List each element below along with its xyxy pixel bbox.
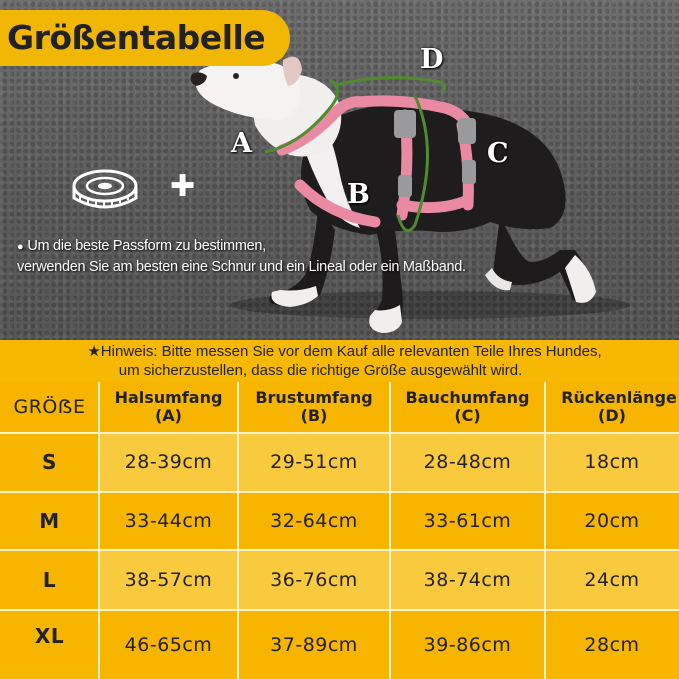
- measuring-tape-icon: [72, 168, 138, 216]
- grid-line: [237, 382, 239, 679]
- measuring-tip: [17, 236, 466, 277]
- size-table: [0, 382, 679, 679]
- bullet-icon: ●: [17, 241, 24, 253]
- tip-line-2: verwenden Sie am besten eine Schnur und ein Lineal oder ein Maßband.: [17, 259, 466, 275]
- row-l-belly: 38-74cm: [390, 550, 545, 610]
- notice-line-1: ★Hinweis: Bitte messen Sie vor dem Kauf alle relevanten Teile Ihres Hundes,: [87, 343, 602, 360]
- row-xl-neck: 46-65cm: [99, 610, 238, 679]
- header-neck-sub: (A): [154, 406, 182, 425]
- grid-line: [0, 491, 679, 493]
- row-l-neck: 38-57cm: [99, 550, 238, 610]
- page-title: Größentabelle: [7, 18, 266, 57]
- row-l-chest: 36-76cm: [238, 550, 390, 610]
- header-belly-sub: (C): [454, 406, 481, 425]
- plus-icon: ✚: [170, 169, 196, 204]
- header-chest-sub: (B): [300, 406, 328, 425]
- header-belly-label: Bauchumfang: [405, 388, 530, 407]
- measure-label-d: D: [420, 44, 444, 75]
- row-xl-size: XL: [0, 610, 99, 668]
- header-back-label: Rückenlänge: [561, 388, 677, 407]
- header-neck: [99, 382, 238, 432]
- row-l-back: 24cm: [545, 550, 679, 610]
- row-m-back: 20cm: [545, 492, 679, 550]
- row-xl-belly: 39-86cm: [390, 610, 545, 679]
- measurement-notice: [0, 342, 679, 380]
- measure-label-c: C: [487, 138, 509, 169]
- measure-label-a: A: [231, 128, 252, 159]
- notice-line-2: um sicherzustellen, dass die richtige Größe ausgewählt wird.: [118, 362, 523, 379]
- row-xl-back: 28cm: [545, 610, 679, 679]
- header-size-label: GRÖẞE: [13, 396, 86, 418]
- grid-line: [544, 382, 546, 679]
- header-belly: [390, 382, 545, 432]
- grid-line: [98, 382, 100, 679]
- header-back-sub: (D): [598, 406, 626, 425]
- row-m-size: M: [0, 492, 99, 550]
- tip-line-1: Um die beste Passform zu bestimmen,: [27, 238, 266, 254]
- measure-label-b: B: [347, 179, 370, 210]
- row-s-neck: 28-39cm: [99, 432, 238, 492]
- header-size: [0, 382, 99, 432]
- header-chest-label: Brustumfang: [255, 388, 373, 407]
- grid-line: [389, 382, 391, 679]
- header-chest: [238, 382, 390, 432]
- grid-line: [0, 549, 679, 551]
- row-m-belly: 33-61cm: [390, 492, 545, 550]
- grid-line: [0, 609, 679, 611]
- row-s-back: 18cm: [545, 432, 679, 492]
- row-l-size: L: [0, 550, 99, 610]
- row-s-size: S: [0, 432, 99, 492]
- row-s-belly: 28-48cm: [390, 432, 545, 492]
- header-neck-label: Halsumfang: [114, 388, 223, 407]
- row-s-chest: 29-51cm: [238, 432, 390, 492]
- header-back: [545, 382, 679, 432]
- row-xl-chest: 37-89cm: [238, 610, 390, 679]
- row-m-neck: 33-44cm: [99, 492, 238, 550]
- row-m-chest: 32-64cm: [238, 492, 390, 550]
- grid-line: [0, 432, 679, 434]
